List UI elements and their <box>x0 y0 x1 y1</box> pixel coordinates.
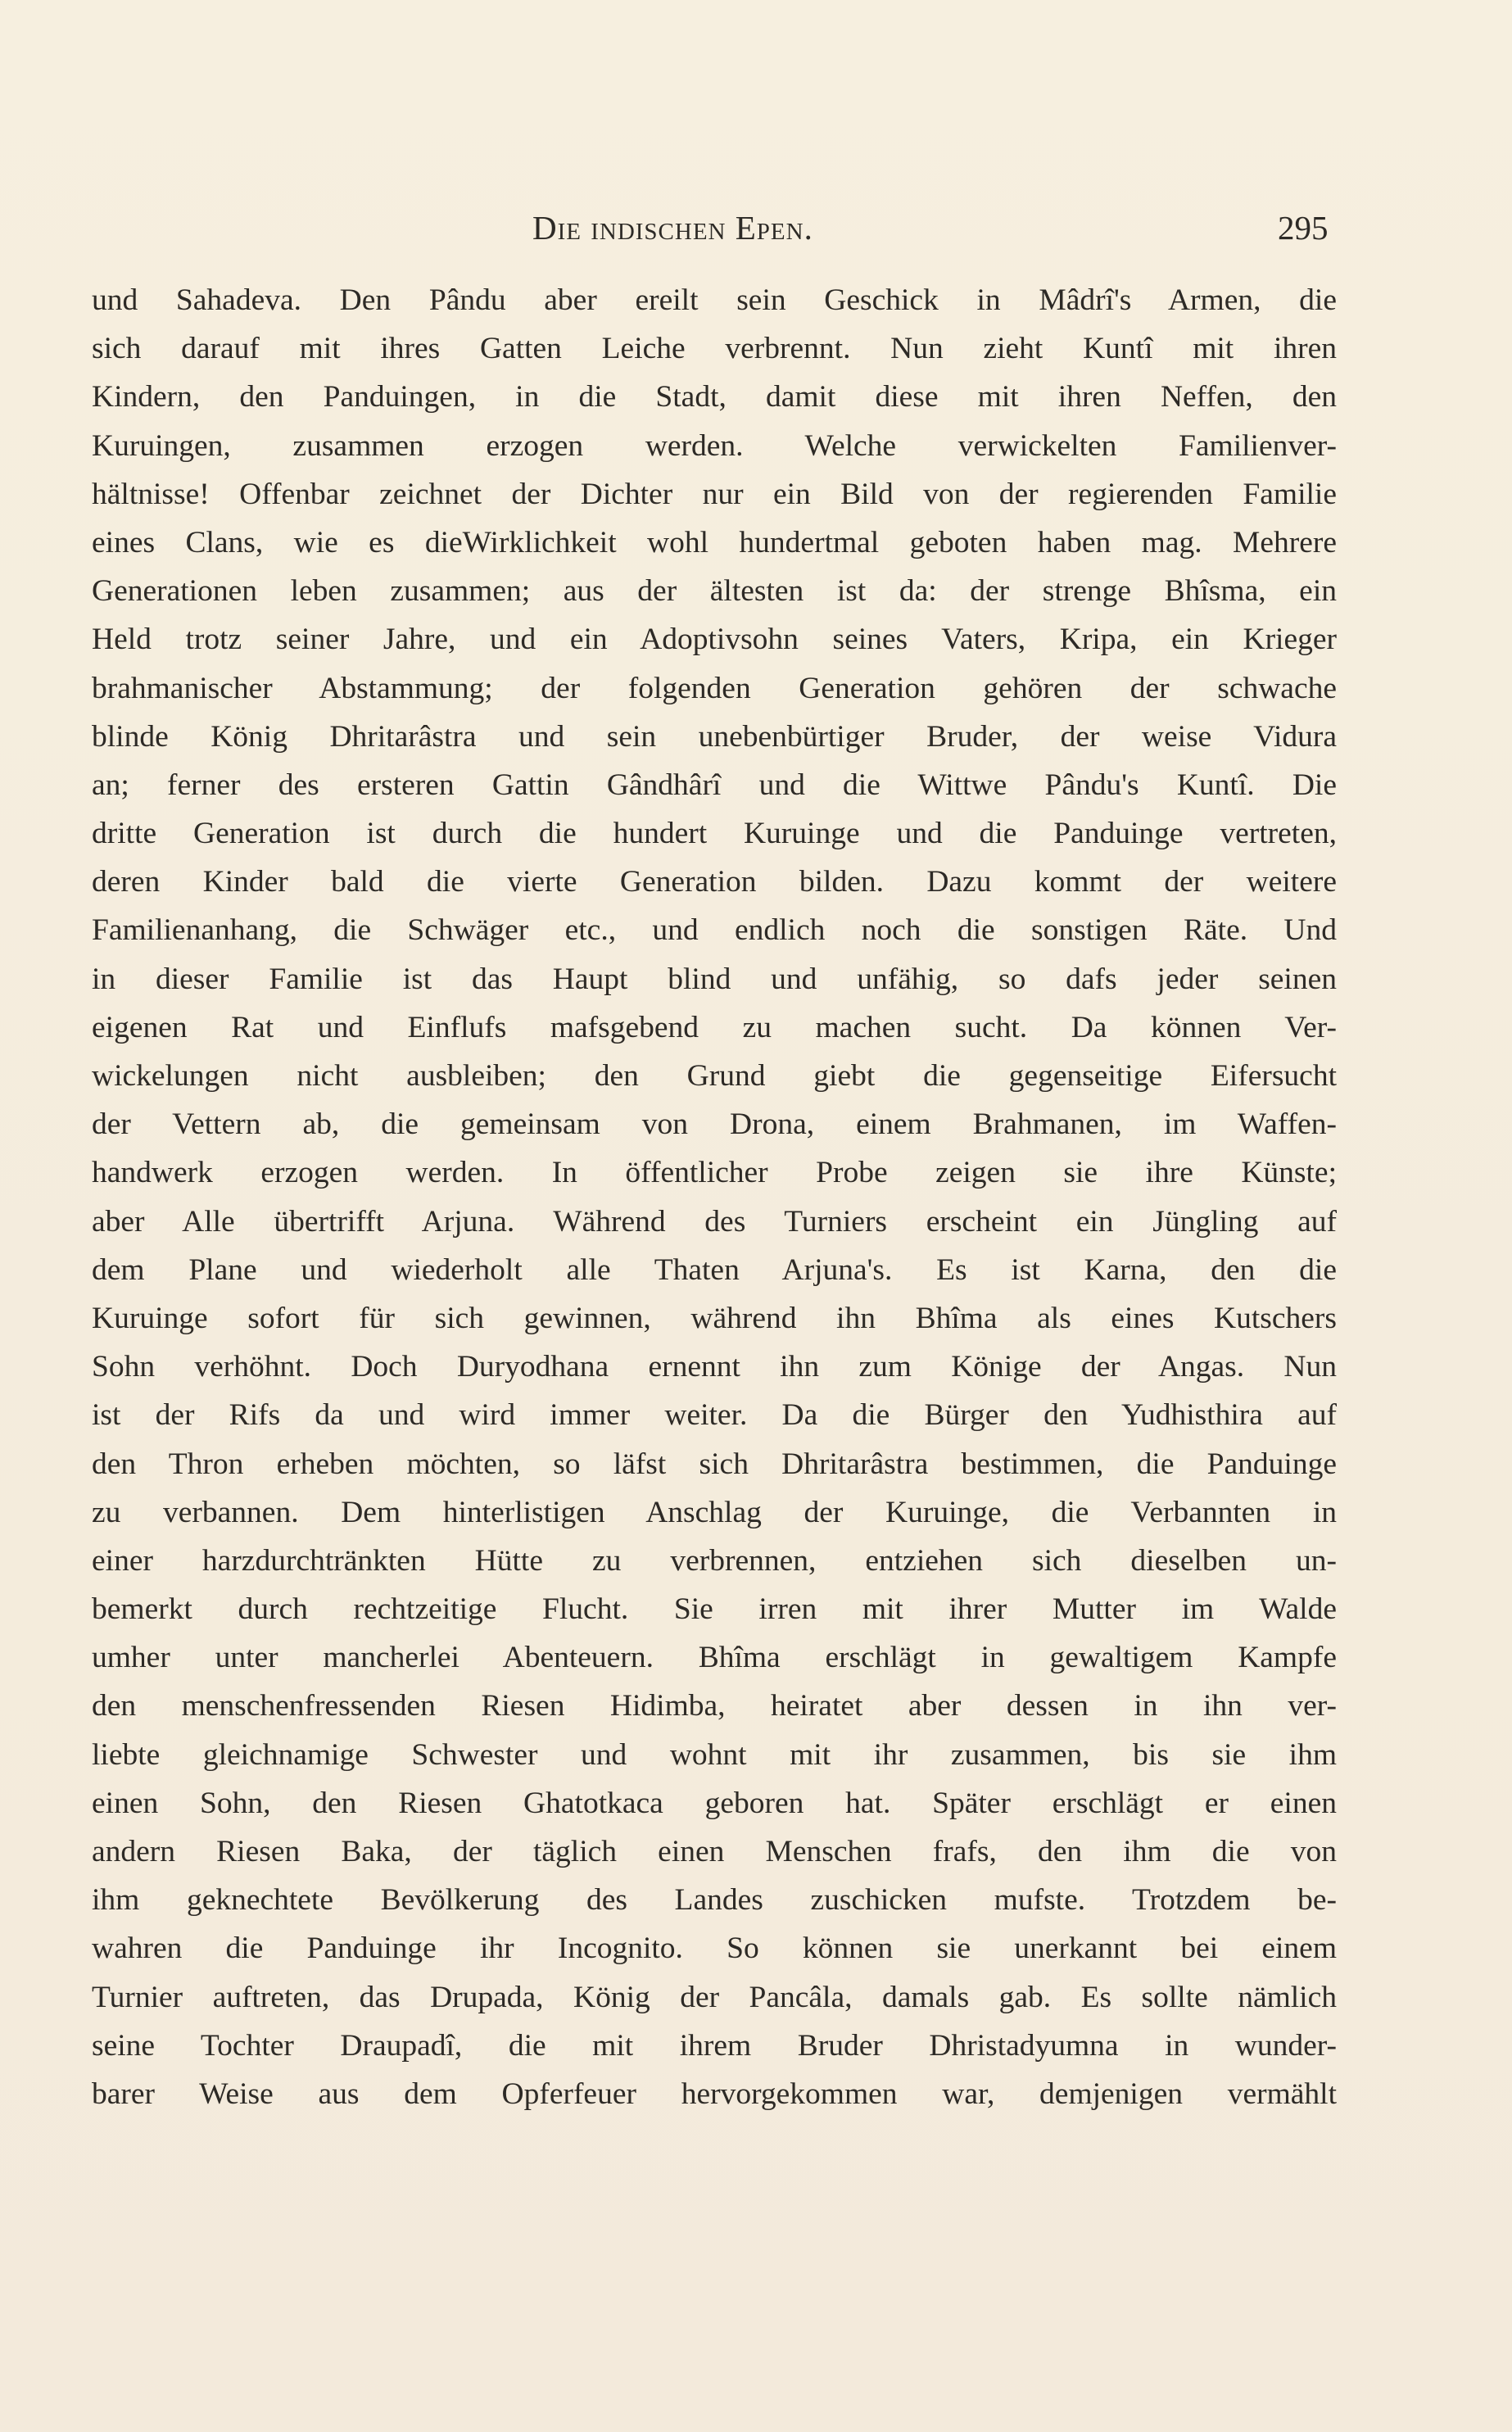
text-line: und Sahadeva. Den Pându aber ereilt sein Geschick in Mâdrî's Armen, die <box>92 283 1337 317</box>
text-line: eigenen Rat und Einflufs mafsgebend zu machen sucht. Da können Ver- <box>92 1010 1337 1044</box>
text-line: brahmanischer Abstammung; der folgenden Generation gehören der schwache <box>92 671 1337 705</box>
text-line: seine Tochter Draupadî, die mit ihrem Bruder Dhristadyumna in wunder- <box>92 2028 1337 2063</box>
text-line: in dieser Familie ist das Haupt blind und unfähig, so dafs jeder seinen <box>92 962 1337 996</box>
text-line: eines Clans, wie es dieWirklichkeit wohl hundertmal geboten haben mag. Mehrere <box>92 525 1337 559</box>
text-line: liebte gleichnamige Schwester und wohnt mit ihr zusammen, bis sie ihm <box>92 1737 1337 1772</box>
text-line: umher unter mancherlei Abenteuern. Bhîma erschlägt in gewaltigem Kampfe <box>92 1641 1337 1675</box>
text-line: Kuruinge sofort für sich gewinnen, während ihn Bhîma als eines Kutschers <box>92 1301 1337 1335</box>
text-line: wickelungen nicht ausbleiben; den Grund giebt die gegenseitige Eifersucht <box>92 1059 1337 1093</box>
page-number: 295 <box>1278 209 1329 247</box>
text-line: ist der Rifs da und wird immer weiter. Da die Bürger den Yudhisthira auf <box>92 1398 1337 1433</box>
text-line: Held trotz seiner Jahre, und ein Adoptivsohn seines Vaters, Kripa, ein Krieger <box>92 623 1337 657</box>
body-text <box>92 276 1337 2118</box>
text-line: Turnier auftreten, das Drupada, König der Pancâla, damals gab. Es sollte nämlich <box>92 1980 1337 2014</box>
text-line: aber Alle übertrifft Arjuna. Während des Turniers erscheint ein Jüngling auf <box>92 1204 1337 1239</box>
text-line: Kuruingen, zusammen erzogen werden. Welche verwickelten Familienver- <box>92 428 1337 463</box>
text-line: zu verbannen. Dem hinterlistigen Anschlag der Kuruinge, die Verbannten in <box>92 1495 1337 1529</box>
text-line: blinde König Dhritarâstra und sein unebenbürtiger Bruder, der weise Vidura <box>92 719 1337 754</box>
text-line: wahren die Panduinge ihr Incognito. So können sie unerkannt bei einem <box>92 1932 1337 1966</box>
text-line: sich darauf mit ihres Gatten Leiche verbrennt. Nun zieht Kuntî mit ihren <box>92 332 1337 366</box>
text-line: ihm geknechtete Bevölkerung des Landes zuschicken mufste. Trotzdem be- <box>92 1883 1337 1918</box>
text-line: den Thron erheben möchten, so läfst sich Dhritarâstra bestimmen, die Panduinge <box>92 1447 1337 1481</box>
text-line: Kindern, den Panduingen, in die Stadt, damit diese mit ihren Neffen, den <box>92 380 1337 414</box>
text-line: Sohn verhöhnt. Doch Duryodhana ernennt ihn zum Könige der Angas. Nun <box>92 1350 1337 1384</box>
running-header <box>0 208 1512 252</box>
text-line: Familienanhang, die Schwäger etc., und endlich noch die sonstigen Räte. Und <box>92 913 1337 948</box>
text-line: barer Weise aus dem Opferfeuer hervorgekommen war, demjenigen vermählt <box>92 2076 1337 2111</box>
text-line: einen Sohn, den Riesen Ghatotkaca geboren hat. Später erschlägt er einen <box>92 1786 1337 1820</box>
text-line: Generationen leben zusammen; aus der ältesten ist da: der strenge Bhîsma, ein <box>92 574 1337 609</box>
text-line: andern Riesen Baka, der täglich einen Menschen frafs, den ihm die von <box>92 1835 1337 1868</box>
text-line: an; ferner des ersteren Gattin Gândhârî und die Wittwe Pându's Kuntî. Die <box>92 768 1337 802</box>
text-line: dem Plane und wiederholt alle Thaten Arjuna's. Es ist Karna, den die <box>92 1252 1337 1287</box>
running-title: Die indischen Epen. <box>532 209 813 247</box>
text-line: handwerk erzogen werden. In öffentlicher Probe zeigen sie ihre Künste; <box>92 1156 1337 1190</box>
text-line: der Vettern ab, die gemeinsam von Drona, einem Brahmanen, im Waffen- <box>92 1107 1337 1142</box>
text-line: dritte Generation ist durch die hundert Kuruinge und die Panduinge vertreten, <box>92 817 1337 851</box>
text-line: bemerkt durch rechtzeitige Flucht. Sie irren mit ihrer Mutter im Walde <box>92 1592 1337 1627</box>
text-line: hältnisse! Offenbar zeichnet der Dichter nur ein Bild von der regierenden Familie <box>92 477 1337 511</box>
text-line: deren Kinder bald die vierte Generation bilden. Dazu kommt der weitere <box>92 865 1337 899</box>
text-line: den menschenfressenden Riesen Hidimba, heiratet aber dessen in ihn ver- <box>92 1689 1337 1723</box>
text-line: einer harzdurchtränkten Hütte zu verbrennen, entziehen sich dieselben un- <box>92 1543 1337 1578</box>
